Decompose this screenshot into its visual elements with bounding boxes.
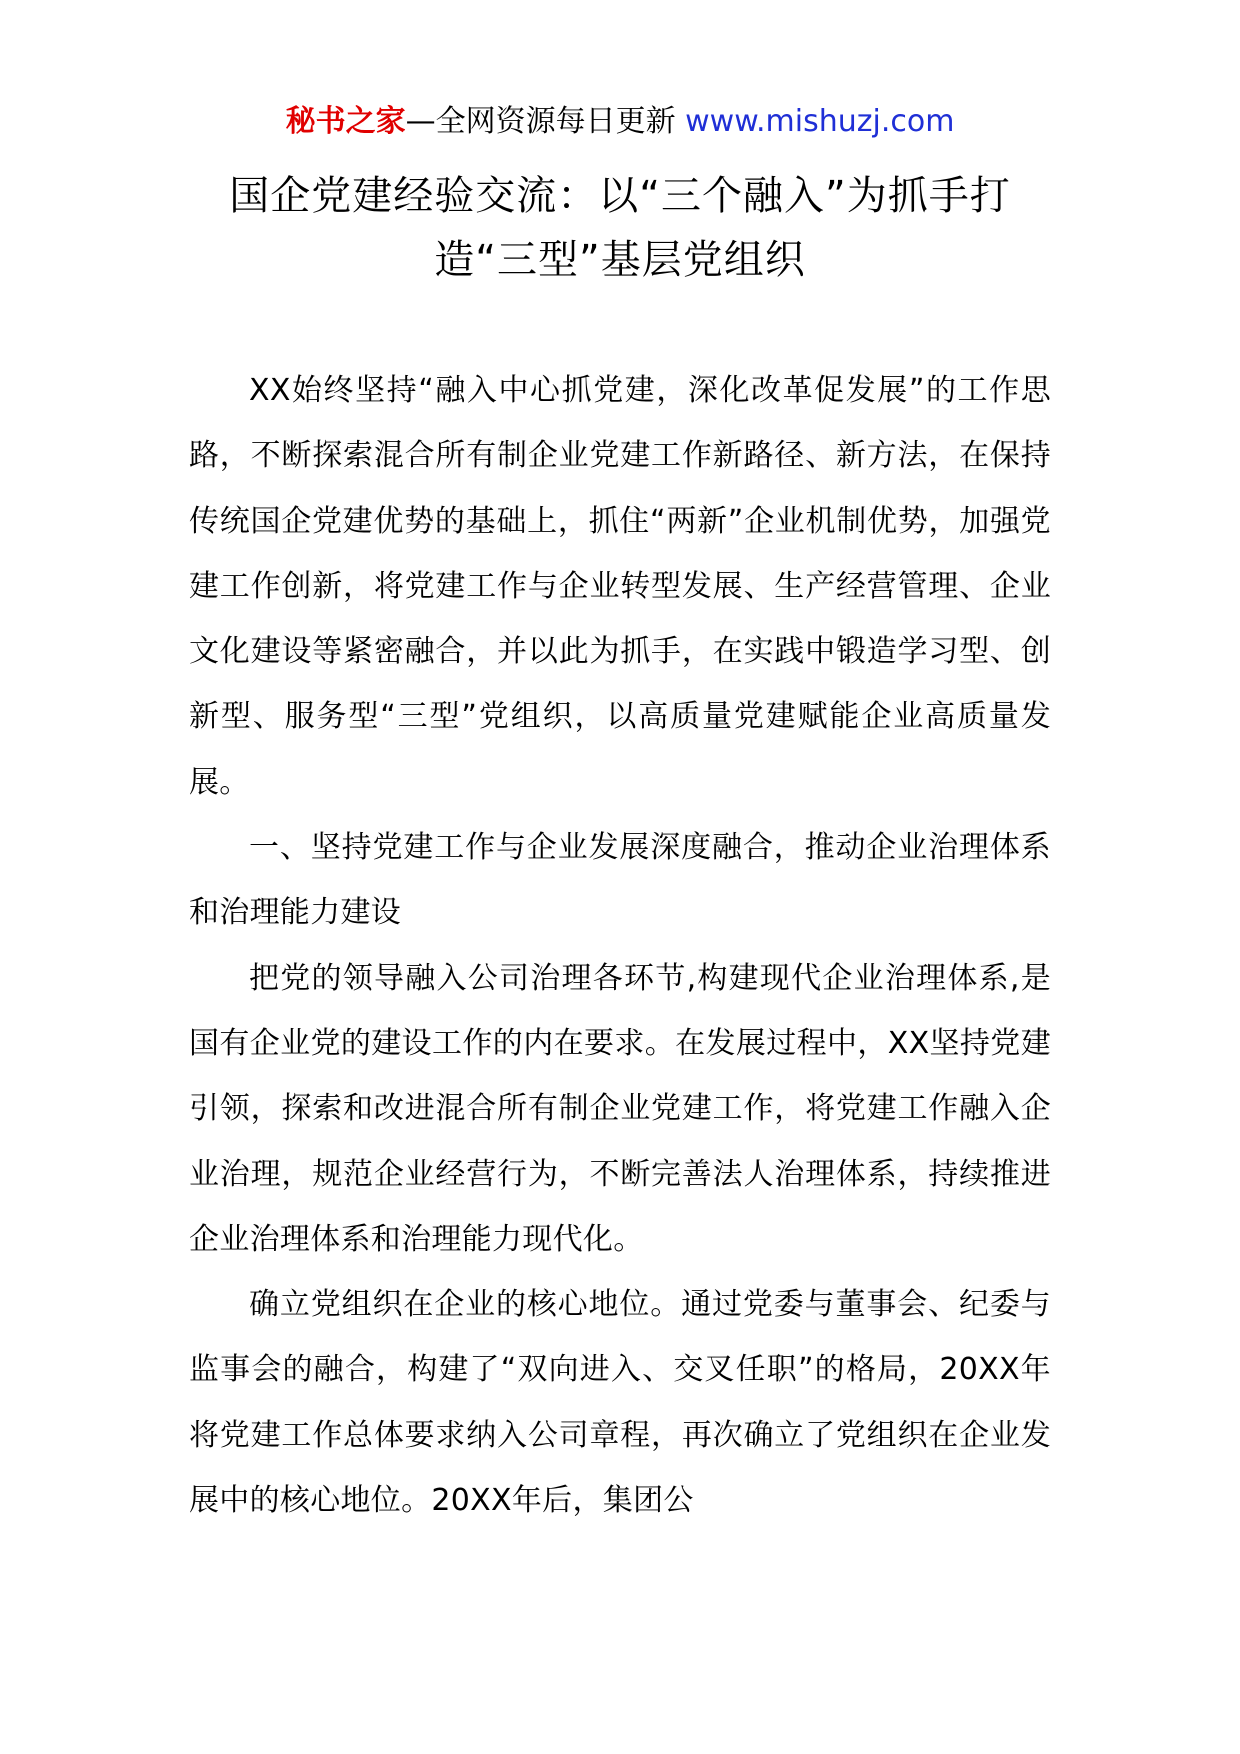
body-paragraph: 把党的领导融入公司治理各环节,构建现代企业治理体系,是国有企业党的建设工作的内在要求。在发展过程中，XX坚持党建引领，探索和改进混合所有制企业党建工作，将党建工作融入企业治理，规范企业经营行为，不断完善法人治理体系，持续推进企业治理体系和治理能力现代化。 <box>189 960 1051 1257</box>
site-header <box>0 102 1240 142</box>
document-body <box>189 358 1051 1533</box>
document-title: 国企党建经验交流：以“三个融入”为抓手打造“三型”基层党组织 <box>229 173 1011 283</box>
site-url-link[interactable]: www.mishuzj.com <box>685 104 955 139</box>
section-heading-1: 一、坚持党建工作与企业发展深度融合，推动企业治理体系和治理能力建设 <box>189 830 1051 931</box>
brand-name: 秘书之家 <box>285 104 406 139</box>
body-paragraph: 确立党组织在企业的核心地位。通过党委与董事会、纪委与监事会的融合，构建了“双向进入、交叉任职”的格局，20XX年将党建工作总体要求纳入公司章程，再次确立了党组织在企业发展中的核心地位。20XX年后，集团公 <box>189 1287 1051 1519</box>
header-slogan: —全网资源每日更新 <box>405 104 686 139</box>
intro-paragraph: XX始终坚持“融入中心抓党建，深化改革促发展”的工作思路，不断探索混合所有制企业党建工作新路径、新方法，在保持传统国企党建优势的基础上，抓住“两新”企业机制优势，加强党建工作创新，将党建工作与企业转型发展、生产经营管理、企业文化建设等紧密融合，并以此为抓手，在实践中锻造学习型、创新型、服务型“三型”党组织，以高质量党建赋能企业高质量发展。 <box>189 373 1051 800</box>
